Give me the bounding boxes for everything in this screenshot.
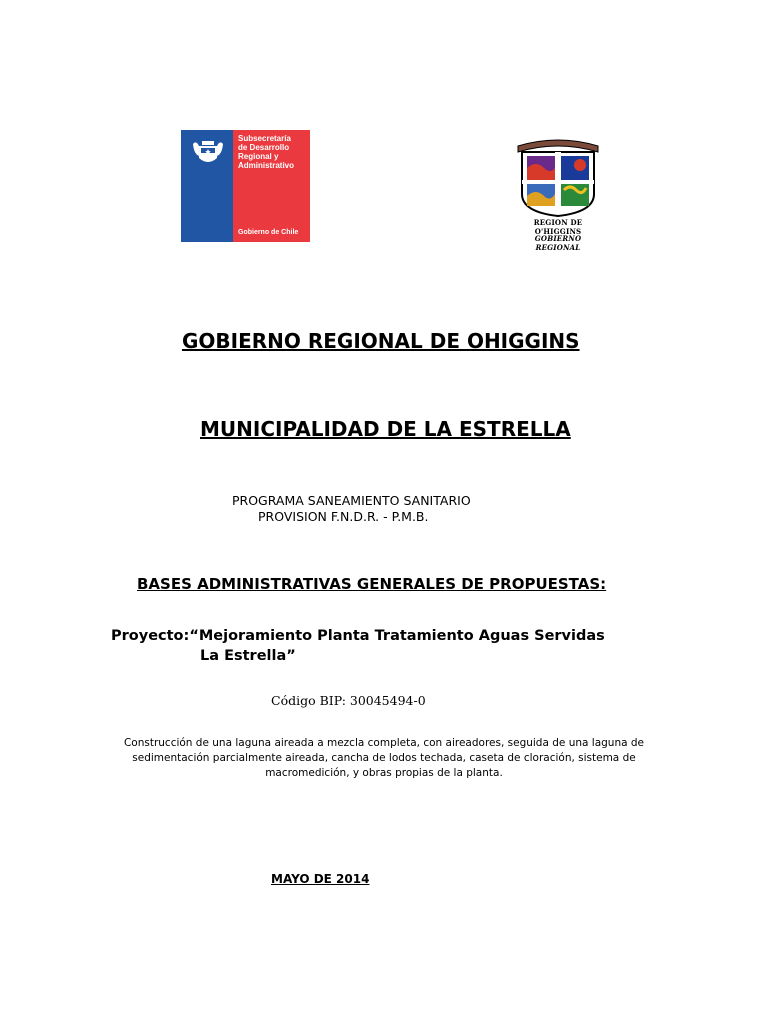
subdere-line-1: Subsecretaría bbox=[238, 134, 291, 143]
document-date: MAYO DE 2014 bbox=[271, 872, 370, 886]
subdere-name bbox=[238, 134, 294, 170]
program-block bbox=[232, 493, 471, 525]
subdere-logo bbox=[181, 130, 310, 242]
subdere-line-2: de Desarrollo bbox=[238, 143, 290, 152]
subdere-line-4: Administrativo bbox=[238, 161, 295, 170]
project-line-2: La Estrella” bbox=[200, 648, 296, 664]
program-line-2: PROVISION F.N.D.R. - P.M.B. bbox=[258, 509, 429, 524]
program-line-1: PROGRAMA SANEAMIENTO SANITARIO bbox=[232, 493, 471, 508]
title-municipalidad: MUNICIPALIDAD DE LA ESTRELLA bbox=[200, 417, 571, 441]
title-gobierno-regional: GOBIERNO REGIONAL DE OHIGGINS bbox=[182, 329, 580, 353]
gobierno-regional-crest bbox=[514, 138, 602, 252]
project-description: Construcción de una laguna aireada a mezcla completa, con aireadores, seguida de una laguna de sedimentación parcialmente aireada, cancha de lodos techada, caseta de cloración, sistema de macromedición, y obras propias de la planta. bbox=[123, 737, 645, 779]
crest-caption-gobierno: GOBIERNO REGIONAL bbox=[534, 234, 582, 252]
gobierno-chile-label: Gobierno de Chile bbox=[238, 229, 299, 236]
bip-label: Código BIP bbox=[271, 693, 342, 708]
bip-value: : 30045494-0 bbox=[341, 693, 426, 708]
regional-crest-icon bbox=[514, 138, 602, 218]
subdere-line-3: Regional y bbox=[238, 152, 279, 161]
gobierno-chile-shield-panel bbox=[181, 130, 233, 242]
bases-heading: BASES ADMINISTRATIVAS GENERALES DE PROPUESTAS: bbox=[137, 575, 607, 593]
project-title bbox=[111, 626, 605, 666]
crest-caption-region: REGION DE O'HIGGINS bbox=[533, 218, 583, 236]
coat-of-arms-icon bbox=[189, 138, 227, 172]
bip-code bbox=[271, 693, 426, 708]
subdere-red-panel bbox=[233, 130, 310, 242]
project-line-1: Proyecto:“Mejoramiento Planta Tratamiento Aguas Servidas bbox=[111, 628, 605, 644]
